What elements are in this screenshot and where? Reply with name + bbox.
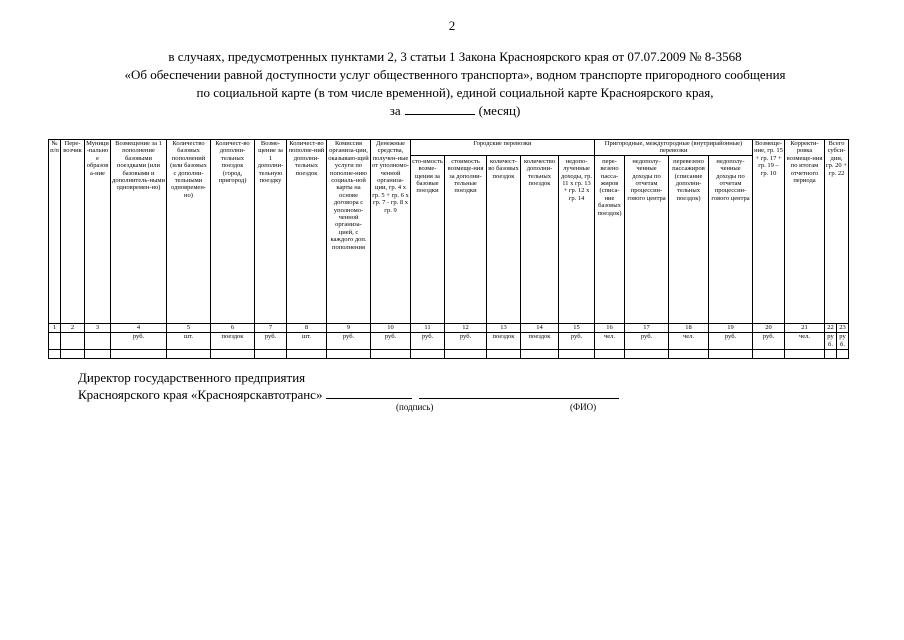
col-number: 11 [411, 323, 445, 332]
signature-title-line-2 [78, 386, 619, 403]
col-header-11: сто-имость возме-щения за базовые поездки [411, 155, 445, 323]
signature-organization: Красноярского края «Красноярскавтотранс» [78, 387, 323, 402]
unit-cell [61, 332, 85, 349]
col-number: 8 [287, 323, 327, 332]
unit-cell: шт. [287, 332, 327, 349]
col-number: 23 [837, 323, 849, 332]
col-number: 7 [255, 323, 287, 332]
col-number: 18 [669, 323, 709, 332]
col-header-15: недопо-лученные доходы, гр. 11 х гр. 13 + гр. 12 х гр. 14 [559, 155, 595, 323]
col-header-13: количест-во базовых поездок [487, 155, 521, 323]
col-number: 22 [825, 323, 837, 332]
unit-cell: руб. [709, 332, 753, 349]
col-number: 3 [85, 323, 111, 332]
unit-cell: чел. [669, 332, 709, 349]
col-number: 5 [167, 323, 211, 332]
col-number: 20 [753, 323, 785, 332]
col-number: 21 [785, 323, 825, 332]
page-number: 2 [448, 18, 456, 33]
col-header-14: количество дополни-тельных поездок [521, 155, 559, 323]
col-header-7: Возме-щение за 1 дополни-тельную поездку [255, 140, 287, 324]
unit-cell: руб. [111, 332, 167, 349]
document-heading [60, 48, 850, 120]
unit-cell: чел. [785, 332, 825, 349]
units-row [49, 332, 849, 349]
col-number: 14 [521, 323, 559, 332]
col-number: 17 [625, 323, 669, 332]
unit-cell: руб. [371, 332, 411, 349]
month-blank-field[interactable] [405, 103, 475, 115]
col-header-16: пере-везено пасса-жиров (списа-ние базовых поездок) [595, 155, 625, 323]
col-header-17: недополу-ченные доходы по отчетам процессин-гового центра [625, 155, 669, 323]
group-header-city: Городские перевозки [411, 140, 595, 156]
signature-caption: (подпись) [396, 402, 434, 412]
col-header-20: Возмеще-ние, гр. 15 + гр. 17 + гр. 19 – гр. 10 [753, 140, 785, 324]
heading-line-2: «Об обеспечении равной доступности услуг общественного транспорта», водном транспорте пригородного сообщения [124, 67, 786, 82]
col-header-3: Муници-пальное образова-ние [85, 140, 111, 324]
group-header-suburban: Пригородные, междугородные (внутрирайонные) перевозки [595, 140, 753, 156]
heading-line-1: в случаях, предусмотренных пунктами 2, 3 статьи 1 Закона Красноярского края от 07.07.2009 № 8-3568 [168, 49, 742, 64]
col-header-8: Количест-во пополне-ний дополни-тельных поездок [287, 140, 327, 324]
heading-period-suffix: (месяц) [478, 103, 521, 118]
unit-cell: руб. [445, 332, 487, 349]
empty-data-row [49, 349, 849, 358]
col-header-4: Возмещение за 1 пополнение базовыми поездками (или базовыми и дополнитель-ными одновремен-но) [111, 140, 167, 324]
col-number: 1 [49, 323, 61, 332]
col-number: 10 [371, 323, 411, 332]
unit-cell: поездок [211, 332, 255, 349]
col-number: 4 [111, 323, 167, 332]
col-number: 2 [61, 323, 85, 332]
unit-cell: руб. [255, 332, 287, 349]
unit-cell: чел. [595, 332, 625, 349]
unit-cell: шт. [167, 332, 211, 349]
heading-line-4 [60, 102, 850, 120]
col-number: 9 [327, 323, 371, 332]
unit-cell: поездок [487, 332, 521, 349]
unit-cell: руб. [625, 332, 669, 349]
col-header-1: № п/п [49, 140, 61, 324]
signature-field[interactable] [326, 387, 412, 399]
unit-cell: руб. [825, 332, 837, 349]
col-number: 13 [487, 323, 521, 332]
unit-cell [85, 332, 111, 349]
column-number-row [49, 323, 849, 332]
signature-title-line-1: Директор государственного предприятия [78, 370, 306, 385]
col-number: 19 [709, 323, 753, 332]
unit-cell: руб. [753, 332, 785, 349]
col-header-19: недополу-ченные доходы по отчетам процессин-гового центра [709, 155, 753, 323]
full-name-field[interactable] [419, 387, 619, 399]
heading-period-prefix: за [389, 103, 401, 118]
unit-cell: руб. [327, 332, 371, 349]
unit-cell: руб. [411, 332, 445, 349]
unit-cell: руб. [559, 332, 595, 349]
col-number: 12 [445, 323, 487, 332]
col-header-10: Денежные средства, получен-ные от уполномо-ченной организа-ции, гр. 4 х гр. 5 + гр. 6 х гр. 7 - гр. 8 х гр. 9 [371, 140, 411, 324]
col-header-9: Комиссия организа-ции, оказываю-щей услуги по пополне-нию социаль-ной карты на основе договора с уполномо-ченной организа-цией, с каждого доп. пополнения [327, 140, 371, 324]
col-number: 16 [595, 323, 625, 332]
col-header-2: Пере-возчик [61, 140, 85, 324]
heading-line-3: по социальной карте (в том числе временной), единой социальной карте Красноярского края, [196, 85, 714, 100]
col-header-18: перевезено пассажиров (списание дополни-тельных поездок) [669, 155, 709, 323]
col-number: 6 [211, 323, 255, 332]
col-header-6: Количест-во дополни-тельных поездок (город, пригород) [211, 140, 255, 324]
group-header-total: Всего субси-дии, гр. 20 + гр. 22 [825, 140, 849, 324]
col-header-12: стоимость возмеще-ния за дополни-тельные поездки [445, 155, 487, 323]
unit-cell: поездок [521, 332, 559, 349]
col-header-21: Корректи-ровка возмеще-ния по итогам отчетного периода [785, 140, 825, 324]
report-table [48, 139, 849, 359]
unit-cell [49, 332, 61, 349]
full-name-caption: (ФИО) [570, 402, 597, 412]
col-header-5: Количество базовых пополнений (или базовых с дополни-тельными одновремен-но) [167, 140, 211, 324]
signature-block [78, 369, 619, 403]
unit-cell: руб. [837, 332, 849, 349]
col-number: 15 [559, 323, 595, 332]
table-header-row [49, 140, 849, 156]
